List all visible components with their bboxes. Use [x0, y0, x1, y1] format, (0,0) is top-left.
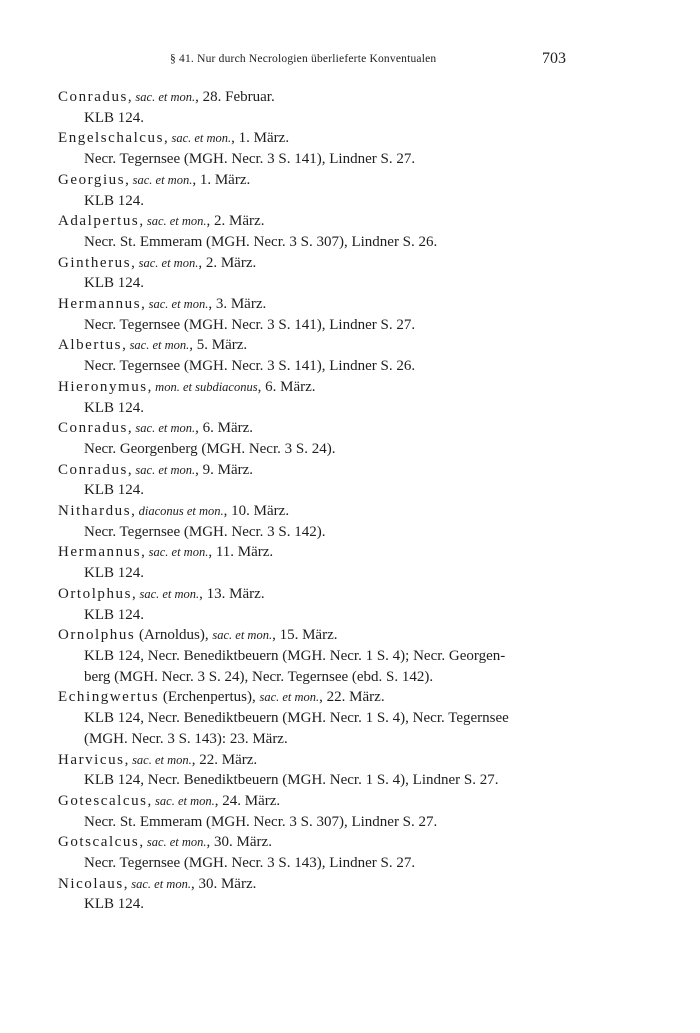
clerical-role: sac. et mon.	[148, 297, 209, 312]
necrology-entry	[58, 542, 573, 583]
separator: ,	[141, 544, 149, 561]
separator: ,	[139, 834, 147, 851]
monk-name: Nicolaus	[58, 875, 124, 892]
source-reference: Necr. Tegernsee (MGH. Necr. 3 S. 142).	[84, 523, 326, 540]
necrology-entry	[58, 584, 573, 625]
monk-name: Gotscalcus	[58, 834, 140, 851]
separator: ,	[131, 503, 139, 520]
alternate-name: (Arnoldus)	[135, 627, 205, 644]
necrology-entry	[58, 294, 573, 335]
alternate-name: (Erchenpertus)	[159, 689, 252, 706]
source-reference: Necr. Tegernsee (MGH. Necr. 3 S. 141), Lindner S. 27.	[84, 316, 416, 333]
death-date: , 24. März.	[214, 792, 281, 809]
monk-name: Engelschalcus	[58, 130, 164, 147]
necrology-entry	[58, 128, 573, 169]
separator: ,	[127, 420, 136, 437]
monk-name: Gintherus	[58, 254, 132, 271]
clerical-role: sac. et mon.	[138, 255, 199, 270]
monk-name: Gotescalcus	[58, 792, 148, 809]
necrology-entry	[58, 832, 573, 873]
death-date: , 9. März.	[195, 461, 254, 478]
monk-name: Conradus	[58, 420, 128, 437]
source-reference: KLB 124.	[84, 399, 144, 416]
source-reference: Necr. St. Emmeram (MGH. Necr. 3 S. 307), Lindner S. 27.	[84, 813, 438, 830]
separator: ,	[123, 875, 132, 892]
death-date: , 1. März.	[231, 130, 290, 147]
source-reference: Necr. Tegernsee (MGH. Necr. 3 S. 143), Lindner S. 27.	[84, 855, 416, 872]
entry-heading	[58, 377, 573, 398]
monk-name: Conradus	[58, 461, 128, 478]
separator: ,	[251, 689, 260, 706]
separator: ,	[147, 792, 156, 809]
monk-name: Ornolphus	[58, 627, 136, 644]
source-reference: KLB 124.	[84, 192, 144, 209]
monk-name: Conradus	[58, 89, 128, 105]
separator: ,	[127, 461, 136, 478]
source-reference: KLB 124, Necr. Benediktbeuern (MGH. Necr. 1 S. 4), Lindner S. 27.	[84, 772, 499, 789]
death-date: , 3. März.	[208, 296, 267, 313]
separator: ,	[124, 751, 133, 768]
entry-heading	[58, 87, 573, 108]
necrology-entry	[58, 170, 573, 211]
monk-name: Echingwertus	[58, 689, 160, 706]
separator: ,	[141, 296, 149, 313]
entry-heading	[58, 294, 573, 315]
entry-heading	[58, 170, 573, 191]
clerical-role: sac. et mon.	[132, 752, 192, 767]
separator: ,	[131, 585, 140, 602]
monk-name: Hermannus	[58, 296, 142, 313]
death-date: , 1. März.	[192, 171, 251, 188]
entry-heading	[58, 501, 573, 522]
separator: ,	[204, 627, 213, 644]
source-reference: KLB 124.	[84, 482, 144, 499]
separator: ,	[147, 378, 156, 395]
monk-name: Hermannus	[58, 544, 142, 561]
necrology-entry	[58, 687, 573, 749]
separator: ,	[163, 130, 172, 147]
source-reference: (MGH. Necr. 3 S. 143): 23. März.	[84, 730, 288, 747]
entry-heading	[58, 335, 573, 356]
entry-heading	[58, 750, 573, 771]
entry-heading	[58, 874, 573, 895]
monk-name: Hieronymus	[58, 378, 148, 395]
clerical-role: sac. et mon.	[131, 876, 191, 891]
source-reference: berg (MGH. Necr. 3 S. 24), Necr. Tegernsee (ebd. S. 142).	[84, 668, 434, 685]
clerical-role: diaconus et mon.	[138, 504, 224, 519]
necrology-entry	[58, 253, 573, 294]
death-date: , 30. März.	[190, 875, 257, 892]
clerical-role: sac. et mon.	[139, 586, 200, 601]
source-reference: KLB 124.	[84, 896, 144, 913]
necrology-entry	[58, 750, 573, 791]
source-reference: Necr. Tegernsee (MGH. Necr. 3 S. 141), Lindner S. 26.	[84, 358, 416, 375]
entry-heading	[58, 625, 573, 646]
death-date: , 6. März.	[195, 420, 254, 437]
death-date: , 13. März.	[199, 585, 265, 602]
necrology-entry	[58, 418, 573, 459]
monk-name: Georgius	[58, 171, 126, 188]
death-date: , 2. März.	[206, 213, 265, 230]
entry-heading	[58, 253, 573, 274]
monk-name: Nithardus	[58, 503, 132, 520]
entry-heading	[58, 460, 573, 481]
death-date: , 2. März.	[198, 254, 257, 271]
monk-name: Albertus	[58, 337, 123, 354]
death-date: , 15. März.	[272, 627, 338, 644]
death-date: , 11. März.	[208, 544, 274, 561]
death-date: , 22. März.	[319, 689, 385, 706]
source-reference: Necr. Georgenberg (MGH. Necr. 3 S. 24).	[84, 440, 336, 457]
clerical-role: mon. et subdiaconus	[155, 379, 258, 394]
clerical-role: sac. et mon.	[212, 628, 273, 643]
death-date: , 28. Februar.	[195, 89, 275, 105]
source-reference: Necr. Tegernsee (MGH. Necr. 3 S. 141), Lindner S. 27.	[84, 151, 416, 168]
death-date: , 22. März.	[191, 751, 258, 768]
death-date: , 5. März.	[189, 337, 248, 354]
necrology-entry	[58, 377, 573, 418]
clerical-role: sac. et mon.	[132, 172, 193, 187]
necrology-entry	[58, 791, 573, 832]
monk-name: Adalpertus	[58, 213, 140, 230]
entry-heading	[58, 687, 573, 708]
source-reference: KLB 124, Necr. Benediktbeuern (MGH. Necr. 1 S. 4); Necr. Georgen-	[84, 647, 506, 664]
death-date: , 10. März.	[223, 503, 290, 520]
necrology-entry	[58, 460, 573, 501]
monk-name: Harvicus	[58, 751, 125, 768]
separator: ,	[127, 89, 136, 105]
separator: ,	[131, 254, 139, 271]
separator: ,	[139, 213, 147, 230]
monk-name: Ortolphus	[58, 585, 132, 602]
entry-heading	[58, 584, 573, 605]
entry-heading	[58, 542, 573, 563]
separator: ,	[125, 171, 133, 188]
necrology-entry	[58, 335, 573, 376]
clerical-role: sac. et mon.	[146, 214, 207, 229]
entry-heading	[58, 211, 573, 232]
death-date: , 30. März.	[206, 834, 272, 851]
page-number: 703	[542, 50, 566, 67]
clerical-role: sac. et mon.	[155, 793, 215, 808]
necrology-entry-list	[58, 87, 573, 915]
necrology-entry	[58, 874, 573, 915]
source-reference: KLB 124, Necr. Benediktbeuern (MGH. Necr. 1 S. 4), Necr. Tegernsee	[84, 710, 509, 727]
source-reference: KLB 124.	[84, 565, 144, 582]
separator: ,	[122, 337, 130, 354]
running-head	[58, 50, 566, 72]
necrology-entry	[58, 87, 573, 128]
clerical-role: sac. et mon.	[148, 545, 209, 560]
entry-heading	[58, 418, 573, 439]
source-reference: KLB 124.	[84, 606, 144, 623]
entry-heading	[58, 832, 573, 853]
necrology-entry	[58, 211, 573, 252]
entry-heading	[58, 128, 573, 149]
necrology-entry	[58, 501, 573, 542]
clerical-role: sac. et mon.	[146, 835, 207, 850]
clerical-role: sac. et mon.	[171, 131, 232, 146]
clerical-role: sac. et mon.	[135, 462, 196, 477]
source-reference: KLB 124.	[84, 109, 144, 126]
necrology-entry	[58, 625, 573, 687]
death-date: , 6. März.	[257, 378, 316, 395]
source-reference: KLB 124.	[84, 275, 144, 292]
source-reference: Necr. St. Emmeram (MGH. Necr. 3 S. 307), Lindner S. 26.	[84, 233, 438, 250]
clerical-role: sac. et mon.	[135, 421, 196, 436]
clerical-role: sac. et mon.	[129, 338, 190, 353]
entry-heading	[58, 791, 573, 812]
clerical-role: sac. et mon.	[259, 690, 320, 705]
clerical-role: sac. et mon.	[135, 90, 196, 104]
running-title: § 41. Nur durch Necrologien überlieferte Konventualen	[170, 53, 437, 65]
